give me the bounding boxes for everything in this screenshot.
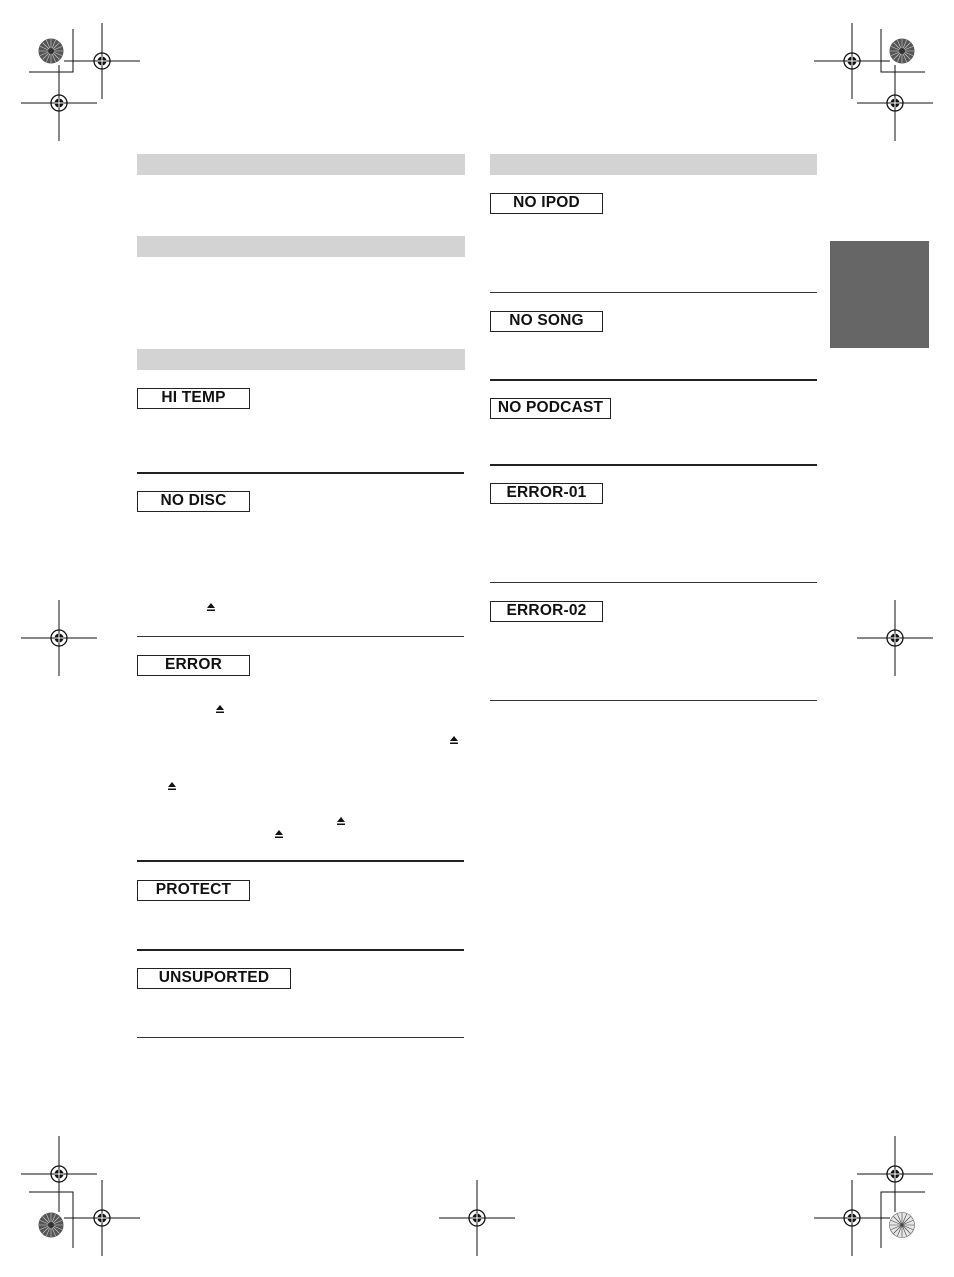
registration-mark-icon (21, 600, 97, 676)
registration-mark-icon (64, 23, 140, 99)
message-no-ipod: NO IPOD (490, 193, 603, 214)
color-wheel-icon (39, 1213, 64, 1238)
message-no-song: NO SONG (490, 311, 603, 332)
registration-mark-icon (814, 1180, 890, 1256)
message-hi-temp: HI TEMP (137, 388, 250, 409)
message-error: ERROR (137, 655, 250, 676)
message-no-podcast: NO PODCAST (490, 398, 611, 419)
registration-mark-icon (857, 1136, 933, 1212)
message-no-disc: NO DISC (137, 491, 250, 512)
message-error-01: ERROR-01 (490, 483, 603, 504)
registration-mark-icon (857, 600, 933, 676)
registration-mark-icon (439, 1180, 515, 1256)
message-protect: PROTECT (137, 880, 250, 901)
registration-mark-icon (21, 1136, 97, 1212)
registration-mark-icon (64, 1180, 140, 1256)
registration-mark-icon (21, 65, 97, 141)
message-error-02: ERROR-02 (490, 601, 603, 622)
registration-mark-icon (857, 65, 933, 141)
registration-mark-icon (814, 23, 890, 99)
message-unsuported: UNSUPORTED (137, 968, 291, 989)
color-wheel-icon (890, 39, 915, 64)
color-wheel-icon (890, 1213, 915, 1238)
color-wheel-icon (39, 39, 64, 64)
